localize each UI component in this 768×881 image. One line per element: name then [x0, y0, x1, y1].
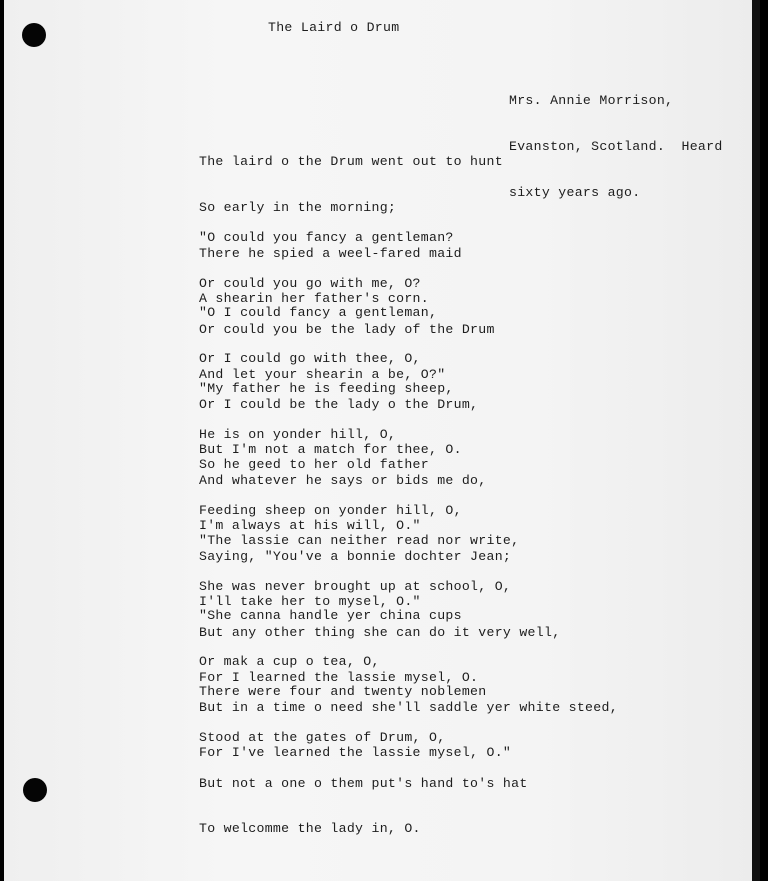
verse-line: "My father he is feeding sheep, [199, 381, 454, 397]
verse-line: Or I could go with thee, O, [199, 351, 421, 367]
typewritten-page [4, 0, 760, 881]
verse-line: "She canna handle yer china cups [199, 608, 462, 624]
verse-line: But any other thing she can do it very well, [199, 624, 561, 640]
verse-line: For I've learned the lassie mysel, O." [199, 745, 512, 761]
attribution-block [509, 63, 723, 230]
verse-line: "O could you fancy a gentleman? [199, 230, 454, 246]
verse-line: Saying, "You've a bonnie dochter Jean; [199, 548, 512, 564]
verse-line: But I'm not a match for thee, O. [199, 442, 462, 458]
attribution-line: Evanston, Scotland. Heard [509, 139, 723, 155]
verse-line: And let your shearin a be, O?" [199, 367, 446, 383]
verse-line: There he spied a weel-fared maid [199, 245, 462, 261]
verse-line: To welcomme the lady in, O. [199, 821, 421, 837]
verse-line: I'll take her to mysel, O." [199, 594, 421, 610]
verse-line: He is on yonder hill, O, [199, 427, 397, 443]
verse-line: "The lassie can neither read nor write, [199, 533, 520, 549]
verse-line: For I learned the lassie mysel, O. [199, 670, 479, 686]
verse-line: Stood at the gates of Drum, O, [199, 730, 446, 746]
verse-line: So he geed to her old father [199, 457, 429, 473]
verse-line: A shearin her father's corn. [199, 291, 429, 307]
verse-line: I'm always at his will, O." [199, 518, 421, 534]
song-title: The Laird o Drum [268, 20, 400, 35]
verse-line: But not a one o them put's hand to's hat [199, 775, 528, 791]
verse-line: She was never brought up at school, O, [199, 579, 512, 595]
punch-hole-bottom [23, 778, 47, 802]
verse-line: Or I could be the lady o the Drum, [199, 396, 479, 412]
verse-line: Or could you go with me, O? [199, 276, 421, 292]
verse-line: Or could you be the lady of the Drum [199, 321, 495, 337]
verse-line: The laird o the Drum went out to hunt [199, 154, 503, 170]
stanza-8 [199, 654, 528, 867]
verse-line: So early in the morning; [199, 200, 397, 216]
attribution-line: Mrs. Annie Morrison, [509, 93, 674, 109]
verse-line: Or mak a cup o tea, O, [199, 654, 380, 670]
verse-line: And whatever he says or bids me do, [199, 472, 487, 488]
attribution-line: sixty years ago. [509, 184, 641, 200]
verse-line: There were four and twenty noblemen [199, 684, 487, 700]
page-edge-shadow [752, 0, 760, 881]
punch-hole-top [22, 23, 46, 47]
verse-line: "O I could fancy a gentleman, [199, 305, 438, 321]
verse-line: Feeding sheep on yonder hill, O, [199, 503, 462, 519]
verse-line: But in a time o need she'll saddle yer white steed, [199, 699, 618, 715]
